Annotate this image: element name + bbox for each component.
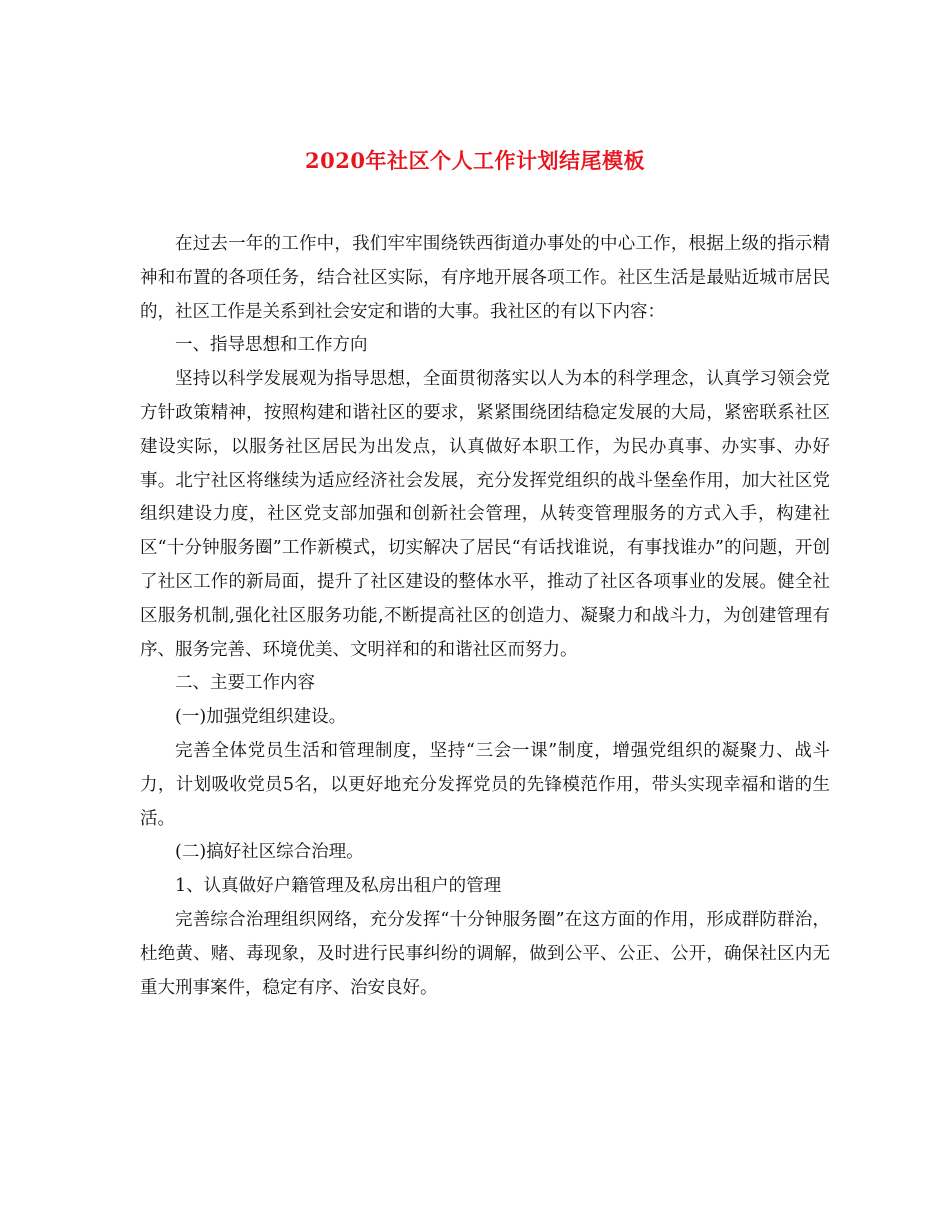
subsection-heading-governance: (二)搞好社区综合治理。 — [175, 842, 364, 863]
document-body — [140, 228, 830, 1005]
intro-paragraph: 在过去一年的工作中，我们牢牢围绕铁西街道办事处的中心工作，根据上级的指示精神和布置的各项任务，结合社区实际，有序地开展各项工作。社区生活是最贴近城市居民的，社区工作是关系到社会安定和谐的大事。我社区的有以下内容： — [140, 234, 830, 322]
section-heading-main-work: 二、主要工作内容 — [175, 673, 315, 694]
subsection-heading-party-building: (一)加强党组织建设。 — [175, 707, 347, 728]
party-building-paragraph: 完善全体党员生活和管理制度，坚持“三会一课”制度，增强党组织的凝聚力、战斗力，计划吸收党员5名，以更好地充分发挥党员的先锋模范作用，带头实现幸福和谐的生活。 — [140, 740, 830, 829]
item-heading-household-registration: 1、认真做好户籍管理及私房出租户的管理 — [175, 876, 502, 897]
section-heading-guiding-ideology: 一、指导思想和工作方向 — [175, 335, 368, 356]
guiding-ideology-paragraph: 坚持以科学发展观为指导思想，全面贯彻落实以人为本的科学理念，认真学习领会党方针政策精神，按照构建和谐社区的要求，紧紧围绕团结稳定发展的大局，紧密联系社区建设实际，以服务社区居民为出发点，认真做好本职工作，为民办真事、办实事、办好事。北宁社区将继续为适应经济社会发展，充分发挥党组织的战斗堡垒作用，加大社区党组织建设力度，社区党支部加强和创新社会管理，从转变管理服务的方式入手，构建社区“十分钟服务圈”工作新模式，切实解决了居民“有话找谁说，有事找谁办”的问题，开创了社区工作的新局面，提升了社区建设的整体水平，推动了社区各项事业的发展。健全社区服务机制,强化社区服务功能,不断提高社区的创造力、凝聚力和战斗力，为创建管理有序、服务完善、环境优美、文明祥和的和谐社区而努力。 — [140, 369, 830, 660]
governance-paragraph: 完善综合治理组织网络，充分发挥“十分钟服务圈”在这方面的作用，形成群防群治，杜绝黄、赌、毒现象，及时进行民事纠纷的调解，做到公平、公正、公开，确保社区内无重大刑事案件，稳定有序、治安良好。 — [140, 909, 830, 998]
document-title: 2020年社区个人工作计划结尾模板 — [305, 148, 645, 173]
